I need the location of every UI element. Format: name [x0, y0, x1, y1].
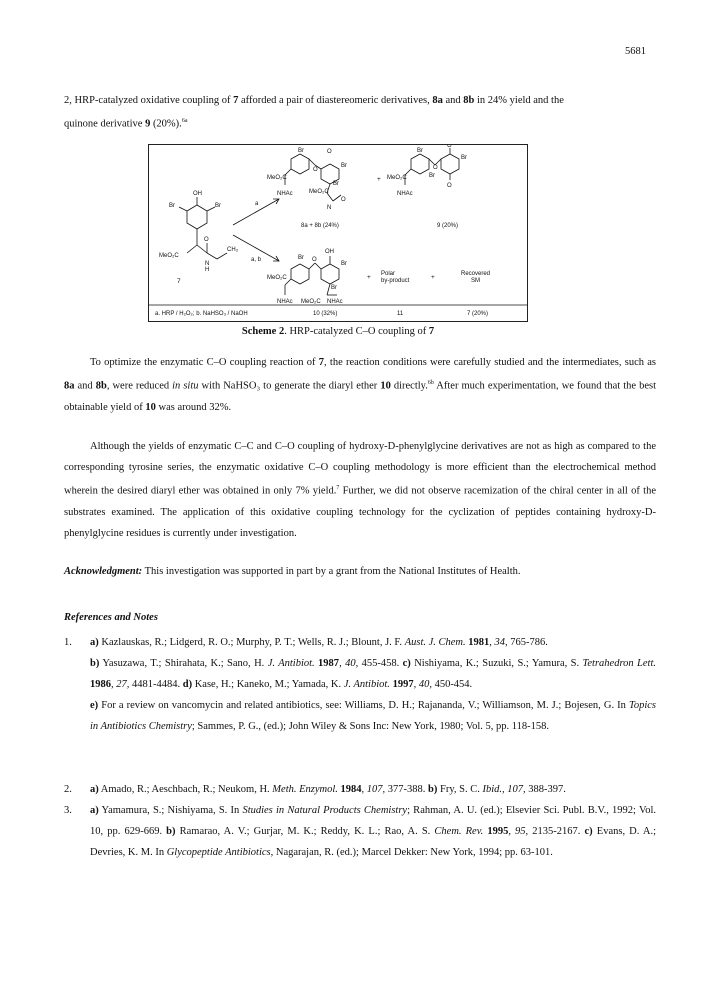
ref-text: For a review on vancomycin and related antibiotics, see: Williams, D. H.; Rajananda, V.; Williamson, M. J.; Bojesen, G. In: [98, 700, 629, 711]
reagent-ab-label: a, b: [251, 257, 262, 263]
h-label: H: [205, 267, 210, 273]
ack-label: Acknowledgment:: [64, 566, 143, 577]
body-text: directly.: [390, 380, 428, 392]
br-label: Br: [333, 181, 339, 187]
ester-label: MeO₂C: [267, 175, 287, 181]
ref-year: 1986: [90, 679, 111, 690]
ref-text: Kazlauskas, R.; Lidgerd, R. O.; Murphy, P. T.; Wells, R. J.; Blount, J. F.: [98, 637, 405, 648]
reagent-a-label: a: [255, 201, 259, 207]
n-label: N: [327, 205, 332, 211]
compound-7-label: 7: [177, 278, 181, 285]
ref-number: 3.: [64, 805, 72, 816]
ref-text: Nishiyama, K.; Suzuki, S.; Yamura, S.: [410, 658, 583, 669]
ref-pages: 2135-2167.: [528, 826, 585, 837]
ref-text: Yasuzawa, T.; Shirahata, K.; Sano, H.: [99, 658, 268, 669]
ref-volume: , 107,: [361, 784, 386, 795]
paragraph-comparison: [64, 436, 656, 544]
compound-ref: 8a: [64, 380, 75, 392]
body-text: with NaHSO₃ to generate the diaryl ether: [198, 380, 381, 392]
ref-text: , Nagarajan, R. (ed.); Marcel Dekker: New York, 1994; pp. 63-101.: [270, 847, 553, 858]
ref-part-marker: c): [584, 826, 593, 837]
book-title: Glycopeptide Antibiotics: [166, 847, 271, 858]
body-text: Although the yields of enzymatic C–C and C–O coupling of hydroxy-D-phenylglycine derivatives are not as high as compared to the corresponding tyrosine series, the enzymatic oxidative C–O coupling methodology is more efficient than the electrochemical method wherein the desired diaryl ether was obtained in only 7% yield.: [64, 441, 656, 497]
body-text: Further, we did not observe racemization of the chiral center in all of the substrates examined. The application of this oxidative coupling technology for the cyclization of peptides containing hydroxy-D-phenylglycine residues is currently under investigation.: [64, 485, 656, 539]
reaction-scheme: [148, 144, 528, 322]
journal-name: Ibid.,: [482, 784, 505, 795]
ref-part-marker: c): [402, 658, 411, 669]
sm-label: SM: [471, 278, 480, 284]
ref-volume: , 95,: [508, 826, 529, 837]
compound-ref: 8b: [463, 95, 475, 106]
plus-sign: +: [377, 176, 381, 183]
journal-name: Aust. J. Chem.: [404, 637, 466, 648]
reference-1: [64, 632, 656, 737]
intro-text: quinone derivative: [64, 118, 146, 130]
ref-part-marker: a): [90, 784, 99, 795]
benzene-ring: [411, 154, 429, 174]
compound-11-label: 11: [397, 311, 404, 317]
compound-ref: 8b: [95, 380, 107, 392]
book-title: Studies in Natural Products Chemistry: [242, 805, 408, 816]
footnote-marker: 7: [336, 485, 340, 491]
ref-number: 2.: [64, 784, 72, 795]
ref-text: Evans, D. A.; Devries, K. M. In: [90, 826, 657, 858]
benzene-ring: [291, 154, 309, 174]
br-label: Br: [341, 163, 347, 169]
quinone-ring: [441, 154, 459, 174]
br-label: Br: [331, 285, 337, 291]
ref-volume: , 40,: [413, 679, 432, 690]
yield-9-label: 9 (20%): [437, 223, 459, 229]
ref-part-marker: e): [90, 700, 99, 711]
references-heading: References and Notes: [64, 612, 158, 623]
ref-year: 1981: [465, 637, 490, 648]
ref-body: [90, 632, 656, 737]
ref-body: [90, 800, 656, 863]
o-label: O: [341, 197, 346, 203]
ack-text: This investigation was supported in part by a grant from the National Institutes of Health.: [142, 566, 521, 577]
benzene-ring: [321, 264, 339, 284]
scheme-caption: [148, 326, 528, 337]
compound-ref: 10: [380, 380, 391, 392]
ref-number: 1.: [64, 637, 72, 648]
journal-name: J. Antibiot.: [267, 658, 315, 669]
compound-ref: 7: [428, 326, 435, 337]
ref-pages: 455-458.: [358, 658, 403, 669]
footnote-marker: 6b: [427, 380, 434, 386]
o-label: O: [313, 167, 318, 173]
yield-sm-label: 7 (20%): [467, 311, 489, 317]
nhac-label: NHAc: [277, 299, 293, 305]
ref-pages: 388-397.: [525, 784, 566, 795]
ref-volume: , 27,: [111, 679, 130, 690]
benzene-ring: [291, 264, 309, 284]
compound-ref: 8a: [432, 95, 443, 106]
reference-3: [64, 800, 656, 863]
br-label: Br: [341, 261, 347, 267]
nhac-label: NHAc: [327, 299, 343, 305]
compound-ref: 7: [318, 357, 325, 368]
br-label: Br: [169, 203, 175, 209]
oh-label: OH: [325, 249, 334, 255]
scheme-drawing: [149, 145, 527, 321]
footnote-marker: 6a: [181, 118, 188, 124]
body-text: After much experimentation, we found that the best obtainable yield of: [64, 380, 657, 413]
plus-sign: +: [367, 274, 371, 281]
caption-label: Scheme 2: [241, 326, 285, 337]
intro-text: 2, HRP-catalyzed oxidative coupling of: [64, 95, 234, 106]
oh-label: OH: [193, 191, 202, 197]
o-label: O: [433, 165, 438, 171]
ref-pages: 765-786.: [507, 637, 548, 648]
ref-part-marker: b): [90, 658, 100, 669]
ester-label: MeO₂C: [301, 299, 321, 305]
ref-volume: , 34,: [489, 637, 508, 648]
byproduct-label: by-product: [381, 278, 410, 284]
o-label: O: [447, 145, 452, 149]
page-number: 5681: [625, 46, 646, 57]
ref-text: Yamamura, S.; Nishiyama, S. In: [98, 805, 243, 816]
o-label: O: [204, 237, 209, 243]
paragraph-optimization: [64, 352, 656, 418]
intro-text: afforded a pair of diastereomeric derivatives,: [238, 95, 433, 106]
intro-paragraph: [64, 90, 656, 135]
nhac-label: NHAc: [277, 191, 293, 197]
intro-text: (20%).: [150, 118, 182, 130]
ester-label: MeO₂C: [159, 253, 179, 259]
ref-part-marker: d): [182, 679, 193, 690]
intro-text: and: [442, 95, 464, 106]
body-text: , were reduced: [106, 380, 173, 392]
n-label: N: [205, 261, 210, 267]
o-label: O: [447, 183, 452, 189]
ester-label: MeO₂C: [387, 175, 407, 181]
ref-volume: , 40,: [339, 658, 359, 669]
journal-name: Chem. Rev.: [434, 826, 484, 837]
yield-8-label: 8a + 8b (24%): [301, 223, 339, 229]
ref-pages: 4481-4484.: [129, 679, 183, 690]
ref-year: 1984: [337, 784, 362, 795]
body-text: To optimize the enzymatic C–O coupling reaction of: [90, 357, 319, 368]
reference-2: [64, 779, 656, 800]
methyl-label: CH₃: [227, 247, 239, 253]
ref-body: [90, 779, 656, 800]
benzene-ring: [187, 205, 207, 229]
body-text: and: [74, 380, 96, 392]
br-label: Br: [417, 148, 423, 154]
br-label: Br: [298, 255, 304, 261]
ref-pages: 450-454.: [431, 679, 473, 690]
ref-volume: 107,: [504, 784, 526, 795]
journal-name: Meth. Enzymol.: [272, 784, 338, 795]
ref-text: ; Sammes, P. G., (ed.); John Wiley & Sons Inc: New York, 1980; Vol. 5, pp. 118-158.: [191, 721, 549, 732]
br-label: Br: [298, 148, 304, 154]
compound-ref: 9: [145, 118, 151, 130]
plus-sign: +: [431, 274, 435, 281]
ester-label: MeO₂C: [309, 189, 329, 195]
o-label: O: [312, 257, 317, 263]
ref-text: Amado, R.; Aeschbach, R.; Neukom, H.: [98, 784, 273, 795]
ref-text: Ramarao, A. V.; Gurjar, M. K.; Reddy, K. L.; Rao, A. S.: [175, 826, 435, 837]
yield-10-label: 10 (32%): [313, 311, 338, 317]
br-label: Br: [429, 173, 435, 179]
compound-ref: 10: [145, 401, 156, 413]
body-text: in situ: [172, 380, 199, 392]
intro-text: in 24% yield and the: [474, 95, 564, 106]
book-title: Topics in Antibiotics Chemistry: [90, 700, 656, 732]
conditions-label: a. HRP / H₂O₂; b. NaHSO₃ / NaOH: [155, 311, 248, 317]
polar-label: Polar: [381, 271, 396, 277]
ref-part-marker: a): [90, 805, 99, 816]
ref-part-marker: a): [90, 637, 99, 648]
journal-name: Tetrahedron Lett.: [582, 658, 657, 669]
ref-pages: 377-388.: [385, 784, 429, 795]
journal-name: J. Antibiot.: [343, 679, 390, 690]
acknowledgment: [64, 566, 656, 577]
br-label: Br: [215, 203, 221, 209]
br-label: Br: [461, 155, 467, 161]
ester-label: MeO₂C: [267, 275, 287, 281]
ref-text: ; Rahman, A. U. (ed.); Elsevier Sci. Publ. B.V., 1992; Vol. 10, pp. 629-669.: [90, 805, 656, 837]
ref-part-marker: b): [166, 826, 176, 837]
ref-text: Fry, S. C.: [437, 784, 483, 795]
body-text: , the reaction conditions were carefully studied and the intermediates, such as: [324, 357, 656, 368]
recovered-label: Recovered: [461, 271, 491, 277]
ref-text: Kase, H.; Kaneko, M.; Yamada, K.: [192, 679, 344, 690]
compound-ref: 7: [233, 95, 239, 106]
caption-text: . HRP-catalyzed C–O coupling of: [284, 326, 429, 337]
body-text: was around 32%.: [155, 401, 232, 413]
ref-year: 1997: [389, 679, 414, 690]
o-label: O: [327, 149, 332, 155]
ref-year: 1987: [314, 658, 340, 669]
ref-year: 1995: [483, 826, 509, 837]
nhac-label: NHAc: [397, 191, 413, 197]
ref-part-marker: b): [428, 784, 438, 795]
